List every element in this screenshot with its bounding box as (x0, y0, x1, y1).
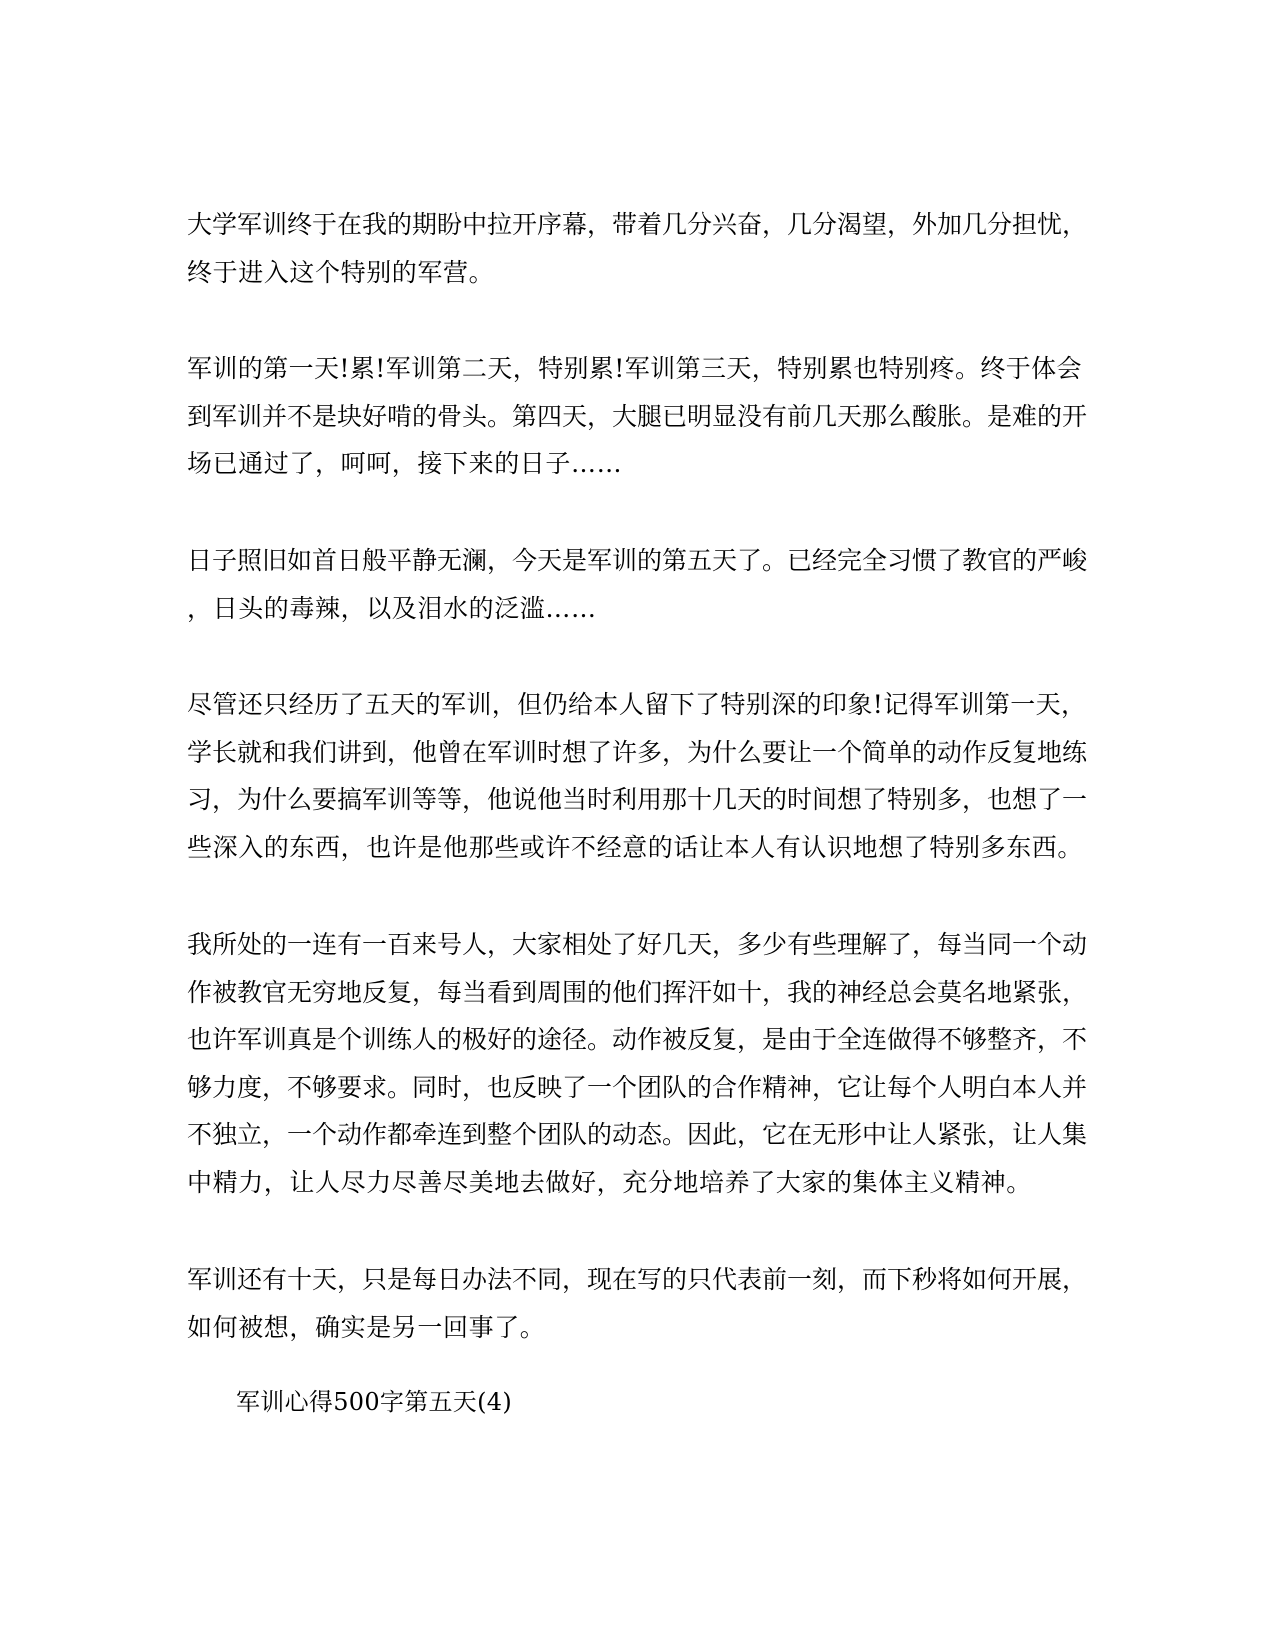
text-line: 军训的第一天!累!军训第二天，特别累!军训第三天，特别累也特别疼。终于体会 (187, 354, 1082, 383)
text-line: 终于进入这个特别的军营。 (187, 257, 495, 287)
paragraph-5 (187, 921, 1087, 1206)
text-line: 尽管还只经历了五天的军训，但仍给本人留下了特别深的印象!记得军训第一天， (187, 690, 1087, 719)
text-line: 作被教官无穷地反复，每当看到周围的他们挥汗如十，我的神经总会莫名地紧张， (187, 977, 1088, 1007)
paragraph-3 (187, 537, 1087, 632)
text-line: 够力度，不够要求。同时，也反映了一个团队的合作精神，它让每个人明白本人并 (187, 1072, 1088, 1102)
paragraph-2 (187, 345, 1087, 488)
text-line: 不独立，一个动作都牵连到整个团队的动态。因此，它在无形中让人紧张，让人集 (187, 1120, 1088, 1149)
text-line: 日子照旧如首日般平静无澜，今天是军训的第五天了。已经完全习惯了教官的严峻 (187, 546, 1088, 575)
text-line: 场已通过了，呵呵，接下来的日子…… (187, 449, 623, 478)
text-line: ，日头的毒辣，以及泪水的泛滥…… (187, 593, 597, 623)
text-line: 大学军训终于在我的期盼中拉开序幕，带着几分兴奋，几分渴望，外加几分担忧， (187, 210, 1088, 239)
section-subheading (236, 1379, 512, 1427)
paragraph-4 (187, 681, 1087, 871)
subheading-text: 军训心得500字第五天(4) (236, 1388, 513, 1416)
text-line: 我所处的一连有一百来号人，大家相处了好几天，多少有些理解了，每当同一个动 (187, 930, 1088, 959)
text-line: 些深入的东西，也许是他那些或许不经意的话让本人有认识地想了特别多东西。 (187, 832, 1084, 862)
text-line: 到军训并不是块好啃的骨头。第四天，大腿已明显没有前几天那么酸胀。是难的开 (187, 401, 1088, 431)
paragraph-1 (187, 201, 1087, 296)
text-line: 中精力，让人尽力尽善尽美地去做好，充分地培养了大家的集体主义精神。 (187, 1167, 1032, 1197)
text-line: 学长就和我们讲到，他曾在军训时想了许多，为什么要让一个简单的动作反复地练 (187, 737, 1088, 767)
text-line: 如何被想，确实是另一回事了。 (187, 1312, 546, 1342)
text-line: 习，为什么要搞军训等等，他说他当时利用那十几天的时间想了特别多，也想了一 (187, 785, 1088, 814)
paragraph-6 (187, 1256, 1087, 1351)
text-line: 军训还有十天，只是每日办法不同，现在写的只代表前一刻，而下秒将如何开展， (187, 1265, 1088, 1294)
text-line: 也许军训真是个训练人的极好的途径。动作被反复，是由于全连做得不够整齐，不 (187, 1025, 1088, 1054)
